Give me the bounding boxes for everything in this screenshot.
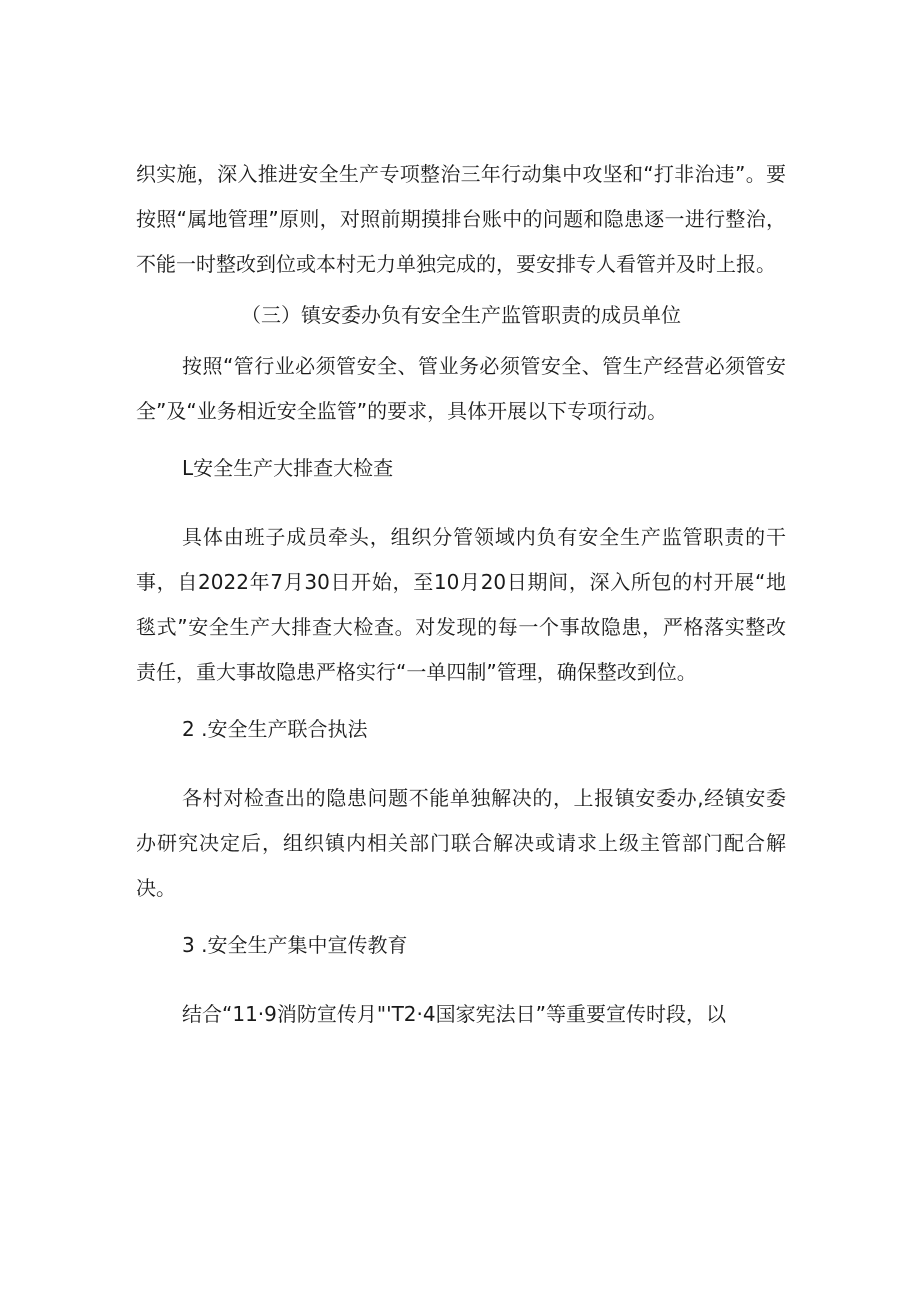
section-heading: （三）镇安委办负有安全生产监管职责的成员单位 xyxy=(241,303,681,327)
subsection-heading: 3 .安全生产集中宣传教育 xyxy=(182,933,408,957)
subsection-heading: L安全生产大排查大检查 xyxy=(182,456,394,480)
document-body xyxy=(136,152,786,1037)
body-paragraph: 各村对检查出的隐患问题不能单独解决的，上报镇安委办,经镇安委办研究决定后，组织镇内相关部门联合解决或请求上级主管部门配合解决。 xyxy=(136,786,786,900)
body-paragraph: 织实施，深入推进安全生产专项整治三年行动集中攻坚和“打非治违”。要按照“属地管理”原则，对照前期摸排台账中的问题和隐患逐一进行整治，不能一时整改到位或本村无力单独完成的，要安排专人看管并及时上报。 xyxy=(136,162,786,276)
subsection-heading: 2 .安全生产联合执法 xyxy=(182,717,368,741)
body-paragraph: 结合“11·9消防宣传月"'T2·4国家宪法日”等重要宣传时段，以 xyxy=(182,1002,726,1026)
body-paragraph: 按照“管行业必须管安全、管业务必须管安全、管生产经营必须管安全”及“业务相近安全监管”的要求，具体开展以下专项行动。 xyxy=(136,354,786,423)
body-paragraph: 具体由班子成员牵头，组织分管领域内负有安全生产监管职责的干事，自2022年7月30日开始，至10月20日期间，深入所包的村开展“地毯式”安全生产大排查大检查。对发现的每一个事故隐患，严格落实整改责任，重大事故隐患严格实行“一单四制”管理，确保整改到位。 xyxy=(136,525,786,684)
